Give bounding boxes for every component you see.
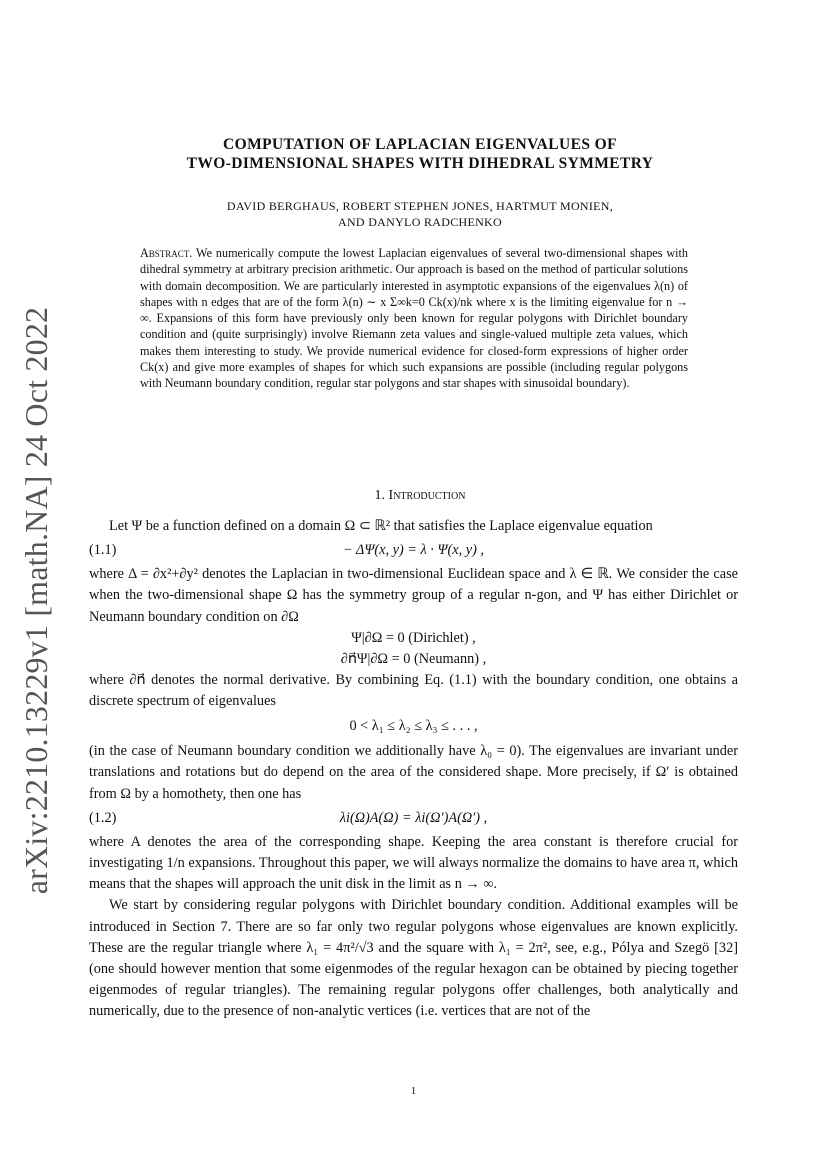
title-line-1: COMPUTATION OF LAPLACIAN EIGENVALUES OF	[223, 136, 617, 153]
abstract-label: Abstract.	[140, 246, 193, 260]
author-list	[100, 198, 740, 230]
paragraph-5: where A denotes the area of the corresponding shape. Keeping the area constant is therefore crucial for investigating 1/n expansions. Throughout this paper, we will always normalize the domains to have area π, which means that the shapes will approach the unit disk in the limit as n → ∞.	[89, 833, 738, 893]
paper-title	[100, 135, 740, 173]
section-number: 1.	[374, 488, 386, 503]
neumann-condition: ∂n⃗Ψ|∂Ω = 0 (Neumann) ,	[340, 650, 487, 667]
paragraph-2: where Δ = ∂x²+∂y² denotes the Laplacian in two-dimensional Euclidean space and λ ∈ ℝ. We consider the case when the two-dimensional shape Ω has the symmetry group of a regular n-gon, and Ψ has either Dirichlet or Neumann boundary condition on ∂Ω	[89, 566, 738, 625]
equation-1-1	[89, 539, 738, 562]
equation-1-2	[89, 807, 738, 830]
paragraph-1: Let Ψ be a function defined on a domain Ω ⊂ ℝ² that satisfies the Laplace eigenvalue equation	[109, 518, 653, 534]
equation-1-2-body: λi(Ω)A(Ω) = λi(Ω′)A(Ω′) ,	[339, 809, 488, 826]
paragraph-3: where ∂n⃗ denotes the normal derivative. By combining Eq. (1.1) with the boundary condition, one obtains a discrete spectrum of eigenvalues	[89, 671, 738, 710]
abstract-formula: λ(n) ∼ x Σ∞k=0 Ck(x)/nk	[342, 294, 473, 309]
abstract	[140, 245, 688, 392]
author-line-2: AND DANYLO RADCHENKO	[338, 215, 502, 229]
author-line-1: DAVID BERGHAUS, ROBERT STEPHEN JONES, HARTMUT MONIEN,	[226, 199, 614, 213]
title-line-2: TWO-DIMENSIONAL SHAPES WITH DIHEDRAL SYMMETRY	[186, 155, 654, 172]
abstract-text-part-1: We numerically compute the lowest Laplacian eigenvalues of several two-dimensional shapes with dihedral symmetry at arbitrary precision arithmetic. Our approach is based on the method of particular solutions with domain decomposition. We are particularly interested in asymptotic expansions of the eigenvalues λ(n) of shapes with n edges that are of the form	[140, 246, 689, 309]
section-heading	[100, 488, 740, 504]
section-title: Introduction	[388, 488, 466, 503]
paragraph-4: (in the case of Neumann boundary condition we additionally have λ₀ = 0). The eigenvalues are invariant under translations and rotations but do depend on the area of the considered shape. More precisely, if Ω′ is obtained from Ω by a homothety, then one has	[89, 743, 738, 802]
equation-1-1-body: − ΔΨ(x, y) = λ · Ψ(x, y) ,	[342, 542, 485, 559]
arxiv-sidebar	[8, 306, 66, 894]
dirichlet-condition: Ψ|∂Ω = 0 (Dirichlet) ,	[351, 629, 476, 646]
equation-1-1-label: (1.1)	[89, 542, 117, 559]
body-text	[89, 516, 738, 1023]
eigenvalue-spectrum: 0 < λ₁ ≤ λ₂ ≤ λ₃ ≤ . . . ,	[349, 718, 478, 735]
arxiv-identifier: arXiv:2210.13229v1 [math.NA] 24 Oct 2022	[18, 306, 55, 894]
page-number: 1	[410, 1085, 417, 1097]
abstract-text-part-2: where x is the limiting eigenvalue for n → ∞. Expansions of this form have previously only been known for regular polygons with Dirichlet boundary condition and (quite surprisingly) involve Riemann zeta values and single-valued multiple zeta values, which makes them interesting to study. We provide numerical evidence for closed-form expressions of higher order Ck(x) and give more examples of shapes for which such expansions are possible (including regular polygons with Neumann boundary condition, regular star polygons and star shapes with sinusoidal boundary).	[140, 294, 689, 391]
paragraph-6: We start by considering regular polygons with Dirichlet boundary condition. Additional examples will be introduced in Section 7. There are so far only two regular polygons whose eigenvalues are known explicitly. These are the regular triangle where λ₁ = 4π²/√3 and the square with λ₁ = 2π², see, e.g., Pólya and Szegö [32] (one should however mention that some eigenmodes of the regular hexagon can be obtained by piecing together eigenmodes of regular triangles). The remaining regular polygons offer challenges, both analytically and numerically, due to the presence of non-analytic vertices (i.e. vertices that are not of the	[89, 897, 738, 1020]
equation-1-2-label: (1.2)	[89, 809, 117, 826]
